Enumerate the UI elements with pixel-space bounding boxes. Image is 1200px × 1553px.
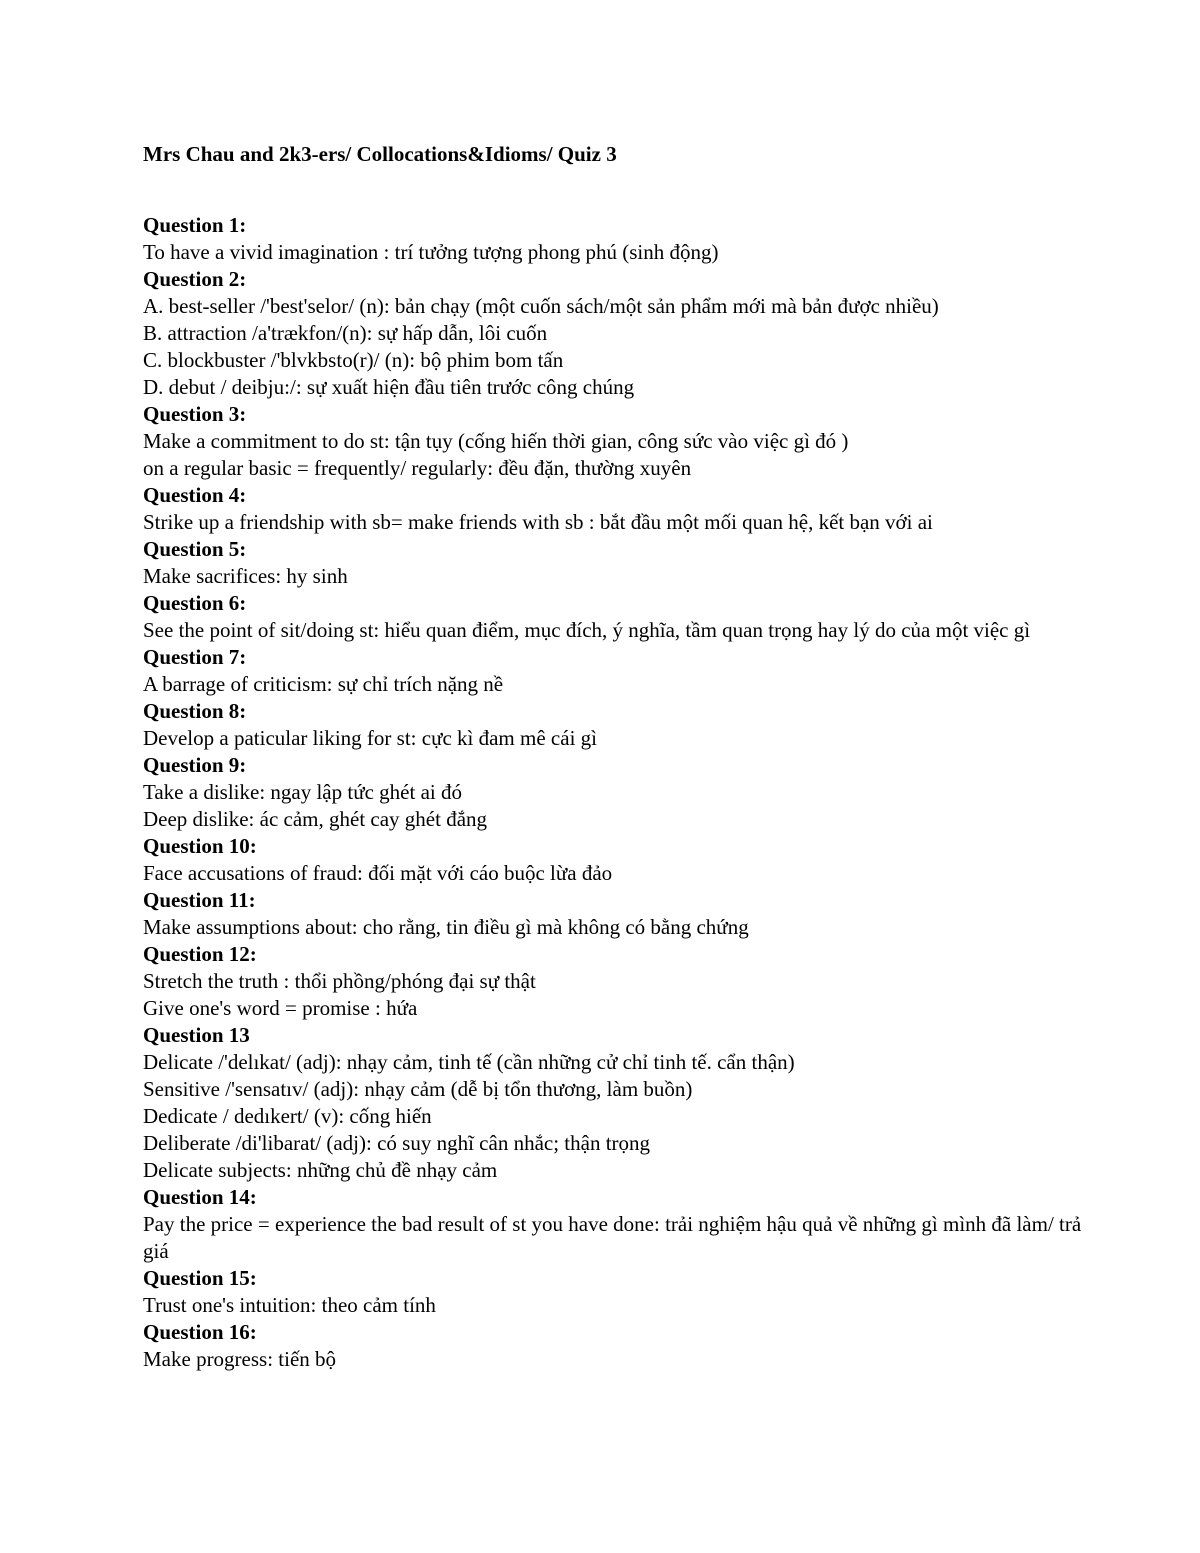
question-block (143, 698, 1103, 752)
question-block (143, 1319, 1103, 1373)
answer-line: Delicate subjects: những chủ đề nhạy cảm (143, 1158, 498, 1182)
answer-line: D. debut / deibju:/: sự xuất hiện đầu tiên trước công chúng (143, 375, 635, 399)
question-block (143, 212, 1103, 266)
question-block (143, 941, 1103, 1022)
answer-line: Deliberate /di'libarat/ (adj): có suy nghĩ cân nhắc; thận trọng (143, 1131, 651, 1155)
answer-line: Sensitive /'sensatıv/ (adj): nhạy cảm (dễ bị tổn thương, làm buồn) (143, 1077, 693, 1101)
answer-line: Develop a paticular liking for st: cực kì đam mê cái gì (143, 726, 597, 750)
question-label: Question 6: (143, 591, 247, 615)
question-label: Question 8: (143, 699, 247, 723)
question-label: Question 11: (143, 888, 256, 912)
question-block (143, 266, 1103, 401)
question-label: Question 4: (143, 483, 247, 507)
answer-line: Delicate /'delıkat/ (adj): nhạy cảm, tinh tế (cần những cử chỉ tinh tế. cẩn thận) (143, 1050, 795, 1074)
question-list (143, 212, 1103, 1373)
question-label: Question 9: (143, 753, 247, 777)
question-label: Question 10: (143, 834, 257, 858)
question-label: Question 13 (143, 1023, 250, 1047)
question-block (143, 1184, 1103, 1265)
question-block (143, 833, 1103, 887)
answer-line: A. best-seller /'best'selor/ (n): bản chạy (một cuốn sách/một sản phẩm mới mà bản được nhiều) (143, 294, 939, 318)
question-label: Question 12: (143, 942, 257, 966)
answer-line: Strike up a friendship with sb= make friends with sb : bắt đầu một mối quan hệ, kết bạn với ai (143, 510, 933, 534)
question-block (143, 752, 1103, 833)
answer-line: To have a vivid imagination : trí tưởng tượng phong phú (sinh động) (143, 240, 719, 264)
question-block (143, 644, 1103, 698)
question-block (143, 536, 1103, 590)
answer-line: Dedicate / dedıkert/ (v): cống hiến (143, 1104, 432, 1128)
question-block (143, 590, 1103, 644)
answer-line: Make sacrifices: hy sinh (143, 564, 348, 588)
question-block (143, 401, 1103, 482)
question-block (143, 1022, 1103, 1184)
question-block (143, 482, 1103, 536)
answer-line: on a regular basic = frequently/ regularly: đều đặn, thường xuyên (143, 456, 692, 480)
answer-line: Give one's word = promise : hứa (143, 996, 418, 1020)
question-label: Question 5: (143, 537, 247, 561)
answer-line: Stretch the truth : thổi phồng/phóng đại sự thật (143, 969, 536, 993)
answer-line: Make assumptions about: cho rằng, tin điều gì mà không có bằng chứng (143, 915, 749, 939)
document-title: Mrs Chau and 2k3-ers/ Collocations&Idioms/ Quiz 3 (143, 142, 617, 166)
answer-line: Make a commitment to do st: tận tụy (cống hiến thời gian, công sức vào việc gì đó ) (143, 429, 849, 453)
answer-line: Pay the price = experience the bad result of st you have done: trải nghiệm hậu quả về những gì mình đã làm/ trả giá (143, 1212, 1082, 1263)
question-block (143, 887, 1103, 941)
answer-line: Take a dislike: ngay lập tức ghét ai đó (143, 780, 462, 804)
answer-line: Deep dislike: ác cảm, ghét cay ghét đắng (143, 807, 488, 831)
answer-line: Make progress: tiến bộ (143, 1347, 337, 1371)
question-label: Question 14: (143, 1185, 257, 1209)
question-label: Question 16: (143, 1320, 257, 1344)
answer-line: Trust one's intuition: theo cảm tính (143, 1293, 436, 1317)
question-block (143, 1265, 1103, 1319)
answer-line: C. blockbuster /'blvkbsto(r)/ (n): bộ phim bom tấn (143, 348, 564, 372)
answer-line: A barrage of criticism: sự chỉ trích nặng nề (143, 672, 504, 696)
question-label: Question 1: (143, 213, 247, 237)
answer-line: See the point of sit/doing st: hiểu quan điểm, mục đích, ý nghĩa, tầm quan trọng hay lý do của một việc gì (143, 618, 1031, 642)
question-label: Question 15: (143, 1266, 257, 1290)
answer-line: B. attraction /a'trækfon/(n): sự hấp dẫn, lôi cuốn (143, 321, 548, 345)
answer-line: Face accusations of fraud: đối mặt với cáo buộc lừa đảo (143, 861, 613, 885)
question-label: Question 2: (143, 267, 247, 291)
question-label: Question 3: (143, 402, 247, 426)
question-label: Question 7: (143, 645, 247, 669)
document-page (143, 141, 1103, 1373)
